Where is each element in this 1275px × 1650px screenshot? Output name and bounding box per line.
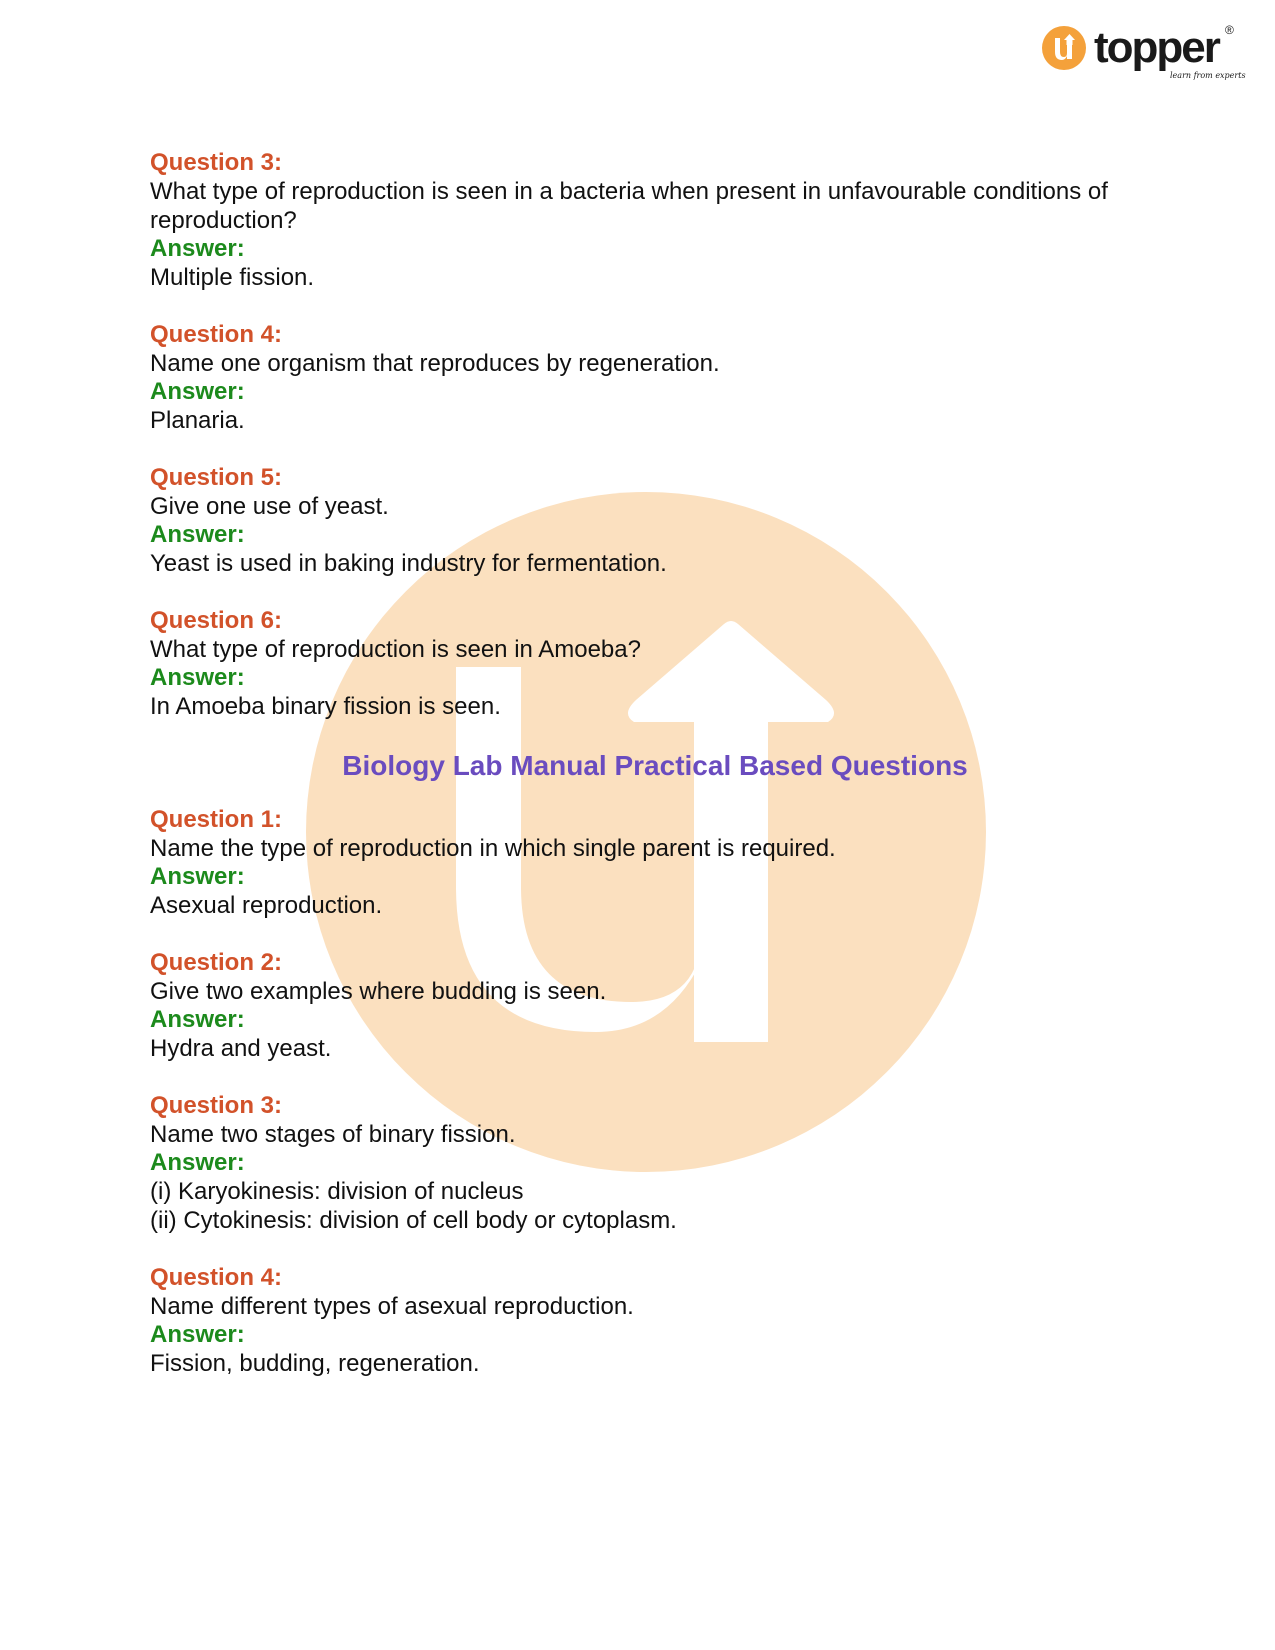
answer-text: Yeast is used in baking industry for fermentation.	[150, 550, 667, 577]
qa-block	[150, 320, 1130, 435]
qa-block	[150, 805, 1130, 920]
question-text: Name one organism that reproduces by regeneration.	[150, 350, 720, 377]
logo-badge-icon	[1042, 26, 1086, 70]
answer-label: Answer:	[150, 863, 245, 890]
answer-label: Answer:	[150, 664, 245, 691]
answer-text: Hydra and yeast.	[150, 1035, 332, 1062]
section-heading: Biology Lab Manual Practical Based Questions	[342, 750, 968, 781]
top-question-list	[150, 148, 1130, 721]
question-text: Name different types of asexual reproduction.	[150, 1293, 634, 1320]
answer-text: In Amoeba binary fission is seen.	[150, 693, 501, 720]
question-label: Question 4:	[150, 1264, 283, 1291]
question-text: What type of reproduction is seen in a bacteria when present in unfavourable conditions of reproduction?	[150, 178, 1108, 234]
answer-label: Answer:	[150, 1321, 245, 1348]
question-label: Question 3:	[150, 1092, 283, 1119]
qa-block	[150, 1091, 1130, 1235]
answer-text: Multiple fission.	[150, 264, 315, 291]
question-text: What type of reproduction is seen in Amoeba?	[150, 636, 641, 663]
svg-text:U: U	[1064, 56, 1065, 57]
question-label: Question 6:	[150, 607, 283, 634]
logo-tagline: learn from experts	[1170, 71, 1246, 80]
qa-block	[150, 1263, 1130, 1378]
qa-block	[150, 463, 1130, 578]
answer-label: Answer:	[150, 378, 245, 405]
qa-block	[150, 606, 1130, 721]
answer-label: Answer:	[150, 521, 245, 548]
logo-wordmark: topper	[1094, 23, 1219, 72]
question-label: Question 4:	[150, 321, 283, 348]
document-content	[150, 148, 1130, 1406]
answer-label: Answer:	[150, 1149, 245, 1176]
question-text: Give two examples where budding is seen.	[150, 978, 607, 1005]
answer-text: (ii) Cytokinesis: division of cell body or cytoplasm.	[150, 1207, 677, 1234]
answer-text: Planaria.	[150, 407, 245, 434]
bottom-question-list	[150, 805, 1130, 1378]
question-label: Question 5:	[150, 464, 283, 491]
question-label: Question 3:	[150, 149, 283, 176]
answer-text: Fission, budding, regeneration.	[150, 1350, 480, 1377]
answer-text: (i) Karyokinesis: division of nucleus	[150, 1178, 524, 1205]
topper-logo	[1042, 22, 1246, 84]
answer-text: Asexual reproduction.	[150, 892, 383, 919]
question-text: Give one use of yeast.	[150, 493, 389, 520]
answer-label: Answer:	[150, 1006, 245, 1033]
question-text: Name the type of reproduction in which single parent is required.	[150, 835, 836, 862]
answer-label: Answer:	[150, 235, 245, 262]
qa-block	[150, 948, 1130, 1063]
registered-mark: ®	[1225, 23, 1234, 37]
question-text: Name two stages of binary fission.	[150, 1121, 516, 1148]
qa-block	[150, 148, 1130, 292]
question-label: Question 2:	[150, 949, 283, 976]
question-label: Question 1:	[150, 806, 283, 833]
